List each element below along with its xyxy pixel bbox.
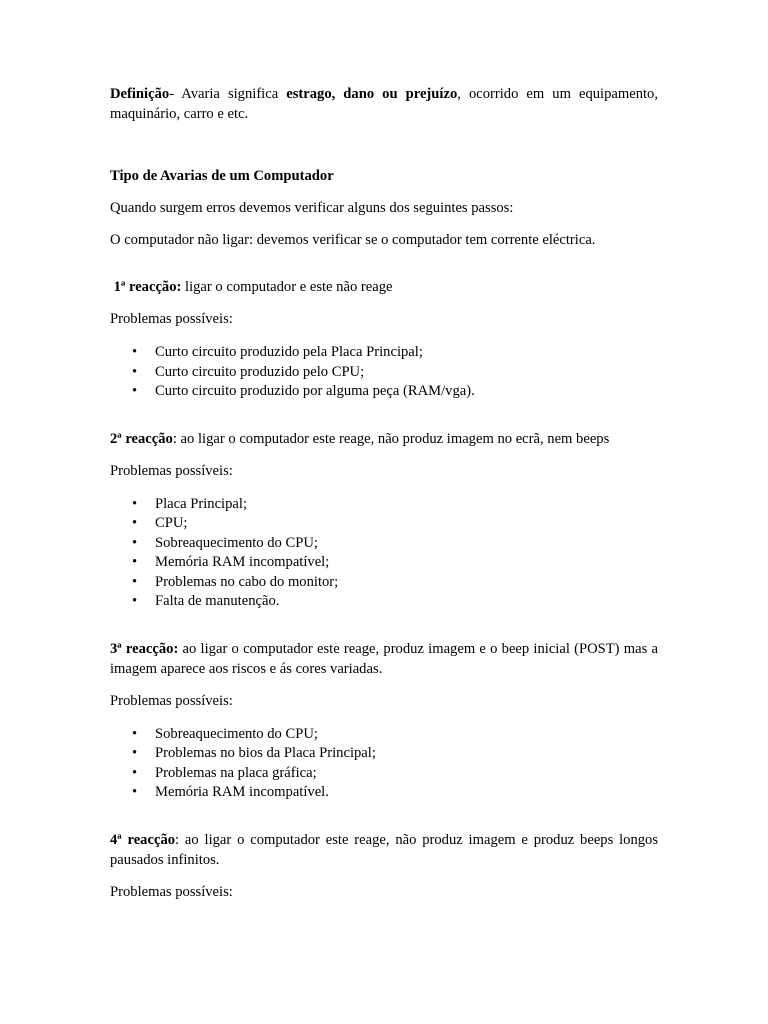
list-item: • CPU; (110, 514, 658, 534)
types-intro: Quando surgem erros devemos verificar alguns dos seguintes passos: (110, 200, 514, 216)
list-item: • Falta de manutenção. (110, 592, 658, 612)
reaction1-list (110, 343, 658, 402)
reaction2-list (110, 495, 658, 612)
types-heading: Tipo de Avarias de um Computador (110, 168, 334, 184)
list-item: • Problemas na placa gráfica; (110, 764, 658, 784)
definition-paragraph (110, 84, 658, 124)
reaction3-problems-label: Problemas possíveis: (110, 692, 233, 709)
list-item: • Memória RAM incompatível. (110, 783, 658, 803)
bullet-icon: • (132, 534, 138, 551)
reaction3-paragraph (110, 639, 658, 679)
reaction2-paragraph (110, 429, 658, 449)
definition-text-1: - Avaria significa (169, 86, 287, 102)
document-page (110, 84, 658, 902)
reaction1-label: 1ª reacção: (113, 279, 182, 295)
list-item: • Sobreaquecimento do CPU; (110, 534, 658, 554)
bullet-icon: • (132, 725, 138, 742)
reaction4-text: : ao ligar o computador este reage, não produz imagem e produz beeps longos pausados infinitos. (110, 831, 659, 868)
bullet-icon: • (132, 363, 138, 380)
list-item: • Placa Principal; (110, 495, 658, 515)
definition-text-2: , ocorrido em um equipamento, maquinário, carro e etc. (110, 86, 658, 122)
reaction1-problems-label: Problemas possíveis: (110, 311, 233, 327)
reaction3-list (110, 725, 658, 803)
bullet-icon: • (132, 344, 138, 360)
bullet-icon: • (132, 593, 138, 609)
reaction4-paragraph (110, 830, 658, 870)
list-item: • Curto circuito produzido por alguma peça (RAM/vga). (110, 382, 658, 402)
reaction2-text: : ao ligar o computador este reage, não produz imagem no ecrã, nem beeps (172, 430, 610, 447)
list-item: • Sobreaquecimento do CPU; (110, 725, 658, 745)
reaction4-problems-label: Problemas possíveis: (110, 883, 233, 900)
bullet-icon: • (132, 784, 138, 800)
list-item: • Curto circuito produzido pelo CPU; (110, 363, 658, 383)
no-power-paragraph: O computador não ligar: devemos verificar se o computador tem corrente eléctrica. (110, 232, 596, 248)
reaction2-label: 2ª reacção (110, 430, 173, 447)
reaction3-label: 3ª reacção: (110, 640, 179, 657)
bullet-icon: • (132, 515, 138, 531)
bullet-icon: • (132, 764, 138, 781)
bullet-icon: • (132, 745, 138, 761)
bullet-icon: • (132, 573, 138, 590)
reaction3-text: ao ligar o computador este reage, produz imagem e o beep inicial (POST) mas a imagem aparece aos riscos e ás cores variadas. (110, 640, 658, 677)
bullet-icon: • (132, 554, 138, 570)
bullet-icon: • (132, 383, 138, 399)
reaction1-text: ligar o computador e este não reage (181, 279, 393, 295)
bullet-icon: • (132, 495, 138, 512)
list-item: • Problemas no bios da Placa Principal; (110, 744, 658, 764)
list-item: • Curto circuito produzido pela Placa Principal; (110, 343, 658, 363)
definition-label: Definição (110, 86, 170, 102)
definition-bold-term: estrago, dano ou prejuízo (286, 86, 458, 102)
reaction4-label: 4ª reacção (110, 831, 176, 848)
list-item: • Problemas no cabo do monitor; (110, 573, 658, 593)
list-item: • Memória RAM incompatível; (110, 553, 658, 573)
reaction1-paragraph (110, 277, 658, 297)
reaction2-problems-label: Problemas possíveis: (110, 462, 233, 479)
